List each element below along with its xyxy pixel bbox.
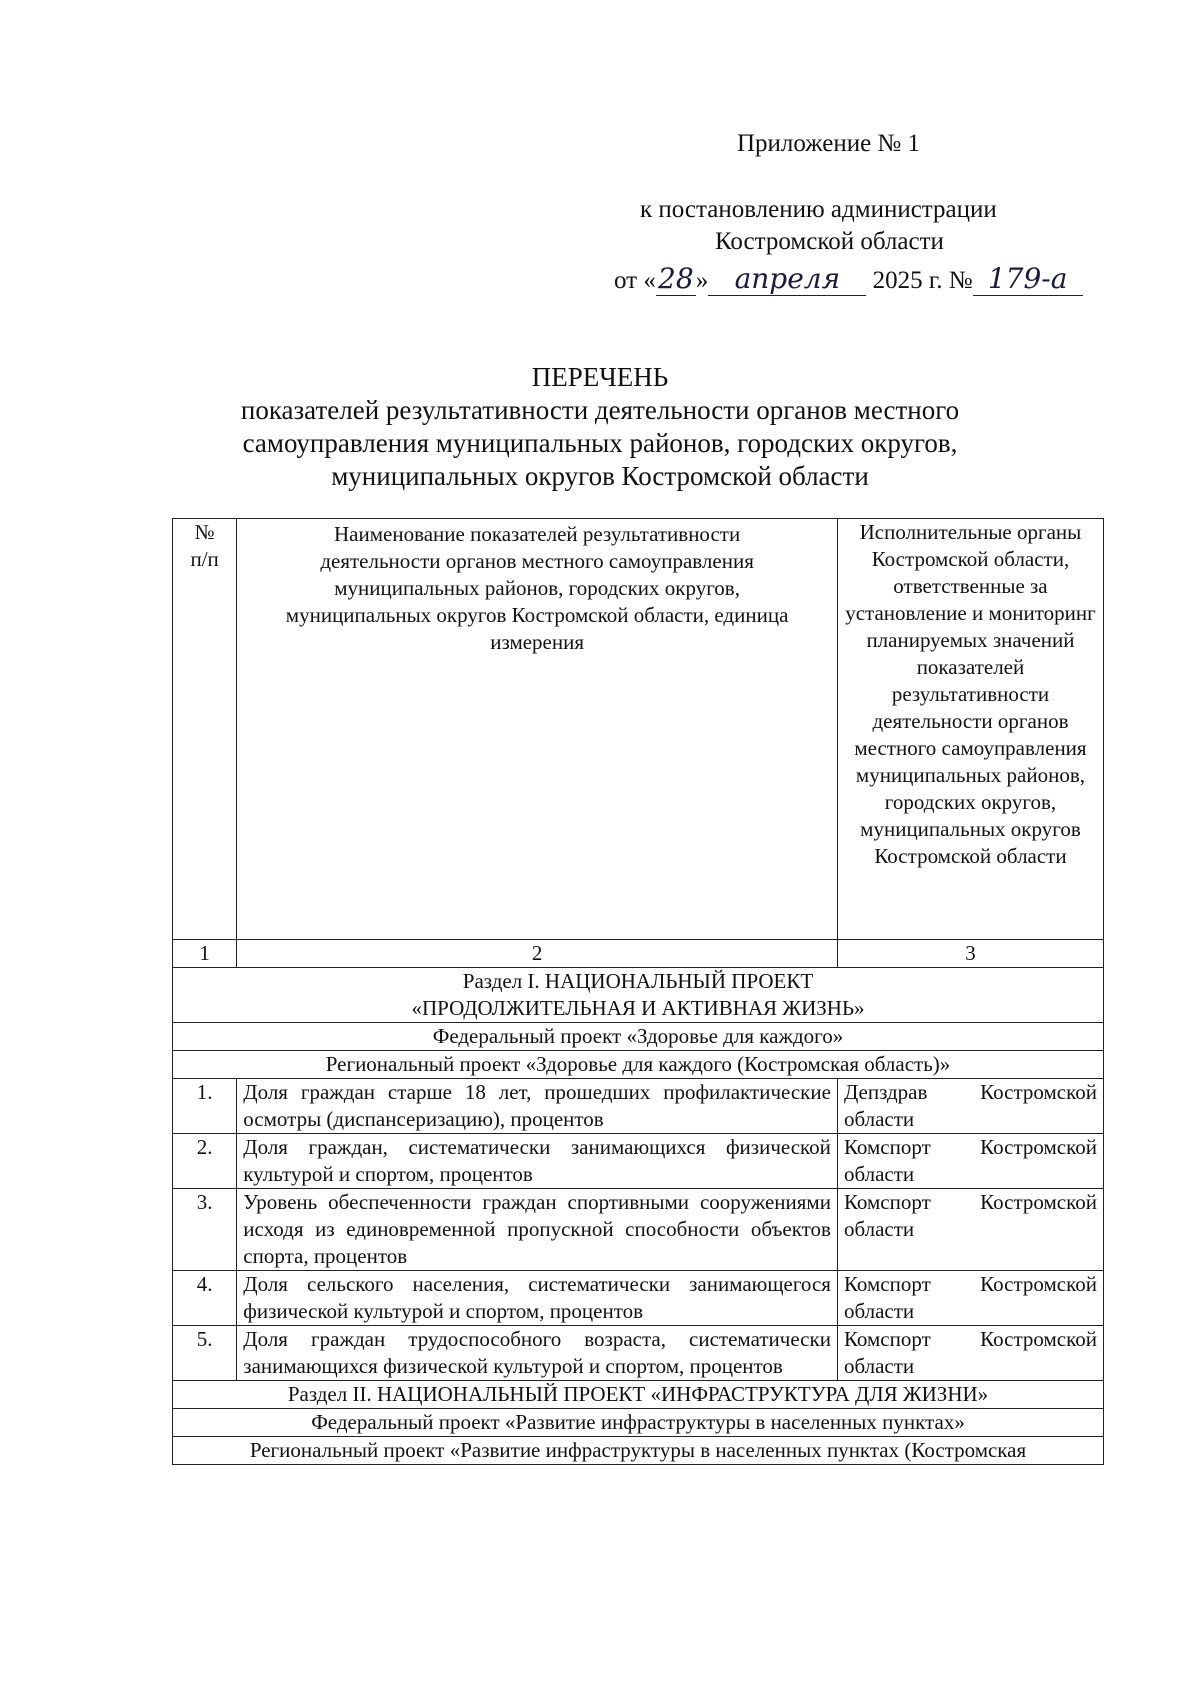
- row-number: 1.: [173, 1079, 237, 1134]
- appendix-resolution-line: к постановлению администрации: [640, 196, 997, 223]
- table-row: [173, 1271, 1104, 1326]
- row-number: 3.: [173, 1189, 237, 1271]
- appendix-date-line: [614, 262, 1083, 296]
- regional-project-1-row: [173, 1051, 1104, 1079]
- date-year-number: 2025 г. №: [872, 267, 973, 294]
- document-subtitle-line-1: показателей результативности деятельности органов местного: [240, 395, 960, 425]
- row-executor: Депздрав Костромской области: [837, 1079, 1103, 1134]
- section-1-row: [173, 968, 1104, 1023]
- federal-project-2: Федеральный проект «Развитие инфраструктуры в населенных пунктах»: [173, 1409, 1104, 1437]
- row-executor: Комспорт Костромской области: [837, 1134, 1103, 1189]
- document-subtitle-line-3: муниципальных округов Костромской области: [331, 461, 869, 491]
- regional-project-1: Региональный проект «Здоровье для каждого (Костромская область)»: [173, 1051, 1104, 1079]
- handwritten-number: 179-а: [973, 262, 1083, 296]
- document-subtitle-line-2: самоуправления муниципальных районов, городских округов,: [242, 428, 958, 458]
- row-number: 4.: [173, 1271, 237, 1326]
- indicators-table: [172, 518, 1104, 1465]
- federal-project-1: Федеральный проект «Здоровье для каждого»: [173, 1023, 1104, 1051]
- handwritten-day: 28: [656, 262, 696, 296]
- date-quote-close: »: [695, 267, 709, 294]
- row-number: 5.: [173, 1326, 237, 1381]
- row-indicator-name: Доля сельского населения, систематически занимающегося физической культурой и спортом, процентов: [237, 1271, 838, 1326]
- row-executor: Комспорт Костромской области: [837, 1326, 1103, 1381]
- regional-project-2-row: [173, 1437, 1104, 1465]
- table-row: [173, 1079, 1104, 1134]
- row-indicator-name: Доля граждан, систематически занимающихся физической культурой и спортом, процентов: [237, 1134, 838, 1189]
- section-2-row: [173, 1381, 1104, 1409]
- appendix-region-line: Костромской области: [715, 228, 944, 255]
- section-1-title: Раздел I. НАЦИОНАЛЬНЫЙ ПРОЕКТ «ПРОДОЛЖИТЕЛЬНАЯ И АКТИВНАЯ ЖИЗНЬ»: [173, 968, 1104, 1023]
- column-number-1: 1: [173, 940, 237, 968]
- regional-project-2: Региональный проект «Развитие инфраструктуры в населенных пунктах (Костромская: [173, 1437, 1104, 1465]
- date-prefix: от «: [614, 267, 656, 294]
- column-numbers-row: [173, 940, 1104, 968]
- handwritten-month: апреля: [708, 262, 866, 296]
- header-executor-cell: Исполнительные органы Костромской области, ответственные за установление и мониторинг планируемых значений показателей результативности деятельности органов местного самоуправления муниципальных районов, городских округов, муниципальных округов Костромской области: [837, 519, 1103, 940]
- appendix-title: Приложение № 1: [737, 130, 921, 157]
- document-title: ПЕРЕЧЕНЬ: [531, 362, 669, 392]
- federal-project-2-row: [173, 1409, 1104, 1437]
- row-indicator-name: Уровень обеспеченности граждан спортивными сооружениями исходя из единовременной пропускной способности объектов спорта, процентов: [237, 1189, 838, 1271]
- row-executor: Комспорт Костромской области: [837, 1271, 1103, 1326]
- table-row: [173, 1189, 1104, 1271]
- row-executor: Комспорт Костромской области: [837, 1189, 1103, 1271]
- column-number-2: 2: [237, 940, 838, 968]
- row-indicator-name: Доля граждан трудоспособного возраста, систематически занимающихся физической культурой и спортом, процентов: [237, 1326, 838, 1381]
- table-header-row: [173, 519, 1104, 940]
- row-number: 2.: [173, 1134, 237, 1189]
- table-row: [173, 1134, 1104, 1189]
- header-number-cell: № п/п: [173, 519, 237, 940]
- column-number-3: 3: [837, 940, 1103, 968]
- table-row: [173, 1326, 1104, 1381]
- header-name-cell: Наименование показателей результативности деятельности органов местного самоуправления муниципальных районов, городских округов, муниципальных округов Костромской области, единица измерения: [237, 519, 838, 940]
- row-indicator-name: Доля граждан старше 18 лет, прошедших профилактические осмотры (диспансеризацию), процентов: [237, 1079, 838, 1134]
- federal-project-1-row: [173, 1023, 1104, 1051]
- section-2-title: Раздел II. НАЦИОНАЛЬНЫЙ ПРОЕКТ «ИНФРАСТРУКТУРА ДЛЯ ЖИЗНИ»: [173, 1381, 1104, 1409]
